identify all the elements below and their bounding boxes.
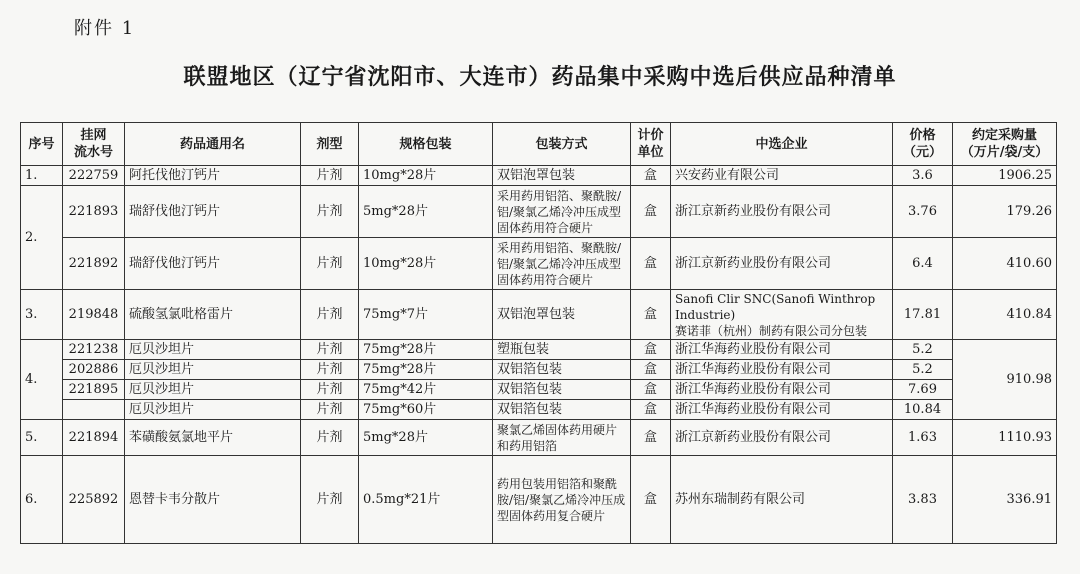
unit-cell: 盒 xyxy=(631,420,671,456)
name-cell: 厄贝沙坦片 xyxy=(125,360,301,380)
company-cell: 浙江华海药业股份有限公司 xyxy=(671,360,893,380)
serial-cell xyxy=(63,400,125,420)
unit-cell: 盒 xyxy=(631,456,671,544)
header-packaging: 包装方式 xyxy=(493,123,631,166)
packaging-cell: 药用包装用铝箔和聚酰胺/铝/聚氯乙烯冷冲压成型固体药用复合硬片 xyxy=(493,456,631,544)
spec-cell: 75mg*60片 xyxy=(359,400,493,420)
price-cell: 6.4 xyxy=(893,238,953,290)
seq-cell: 1. xyxy=(21,166,63,186)
spec-cell: 75mg*28片 xyxy=(359,360,493,380)
packaging-cell: 双铝箔包装 xyxy=(493,380,631,400)
unit-cell: 盒 xyxy=(631,166,671,186)
packaging-cell: 双铝泡罩包装 xyxy=(493,290,631,340)
header-company: 中选企业 xyxy=(671,123,893,166)
price-cell: 3.6 xyxy=(893,166,953,186)
packaging-cell: 双铝箔包装 xyxy=(493,400,631,420)
name-cell: 厄贝沙坦片 xyxy=(125,380,301,400)
header-seq: 序号 xyxy=(21,123,63,166)
page-title: 联盟地区（辽宁省沈阳市、大连市）药品集中采购中选后供应品种清单 xyxy=(183,65,897,90)
name-cell: 苯磺酸氨氯地平片 xyxy=(125,420,301,456)
company-cell: 浙江华海药业股份有限公司 xyxy=(671,340,893,360)
spec-cell: 10mg*28片 xyxy=(359,166,493,186)
unit-cell: 盒 xyxy=(631,400,671,420)
company-cell: Sanofi Clir SNC(Sanofi Winthrop Industrie) 赛诺菲（杭州）制药有限公司分包装 xyxy=(671,290,893,340)
header-serial: 挂网 流水号 xyxy=(63,123,125,166)
form-cell: 片剂 xyxy=(301,238,359,290)
table-row xyxy=(21,340,1057,360)
form-cell: 片剂 xyxy=(301,186,359,238)
spec-cell: 10mg*28片 xyxy=(359,238,493,290)
price-cell: 7.69 xyxy=(893,380,953,400)
serial-cell: 221894 xyxy=(63,420,125,456)
header-unit: 计价 单位 xyxy=(631,123,671,166)
price-cell: 10.84 xyxy=(893,400,953,420)
company-cell: 浙江华海药业股份有限公司 xyxy=(671,380,893,400)
packaging-cell: 聚氯乙烯固体药用硬片和药用铝箔 xyxy=(493,420,631,456)
spec-cell: 5mg*28片 xyxy=(359,420,493,456)
seq-cell: 4. xyxy=(21,340,63,420)
serial-cell: 222759 xyxy=(63,166,125,186)
price-cell: 17.81 xyxy=(893,290,953,340)
seq-cell: 3. xyxy=(21,290,63,340)
unit-cell: 盒 xyxy=(631,290,671,340)
serial-cell: 221893 xyxy=(63,186,125,238)
form-cell: 片剂 xyxy=(301,166,359,186)
unit-cell: 盒 xyxy=(631,238,671,290)
form-cell: 片剂 xyxy=(301,360,359,380)
serial-cell: 221892 xyxy=(63,238,125,290)
table-row xyxy=(21,290,1057,340)
form-cell: 片剂 xyxy=(301,456,359,544)
seq-cell: 6. xyxy=(21,456,63,544)
company-cell: 苏州东瑞制药有限公司 xyxy=(671,456,893,544)
packaging-cell: 采用药用铝箔、聚酰胺/铝/聚氯乙烯冷冲压成型固体药用符合硬片 xyxy=(493,186,631,238)
volume-cell: 1110.93 xyxy=(953,420,1057,456)
header-row xyxy=(21,123,1057,166)
serial-cell: 225892 xyxy=(63,456,125,544)
table-row xyxy=(21,456,1057,544)
volume-cell: 410.60 xyxy=(953,238,1057,290)
company-cell: 浙江京新药业股份有限公司 xyxy=(671,238,893,290)
company-cell: 浙江华海药业股份有限公司 xyxy=(671,400,893,420)
spec-cell: 75mg*7片 xyxy=(359,290,493,340)
price-cell: 1.63 xyxy=(893,420,953,456)
unit-cell: 盒 xyxy=(631,360,671,380)
volume-cell: 1906.25 xyxy=(953,166,1057,186)
form-cell: 片剂 xyxy=(301,340,359,360)
table-row xyxy=(21,360,1057,380)
name-cell: 硫酸氢氯吡格雷片 xyxy=(125,290,301,340)
packaging-cell: 采用药用铝箔、聚酰胺/铝/聚氯乙烯冷冲压成型固体药用符合硬片 xyxy=(493,238,631,290)
spec-cell: 75mg*42片 xyxy=(359,380,493,400)
volume-cell: 336.91 xyxy=(953,456,1057,544)
seq-cell: 5. xyxy=(21,420,63,456)
header-name: 药品通用名 xyxy=(125,123,301,166)
table-row xyxy=(21,166,1057,186)
unit-cell: 盒 xyxy=(631,186,671,238)
name-cell: 恩替卡韦分散片 xyxy=(125,456,301,544)
price-cell: 5.2 xyxy=(893,340,953,360)
form-cell: 片剂 xyxy=(301,400,359,420)
form-cell: 片剂 xyxy=(301,380,359,400)
table-row xyxy=(21,186,1057,238)
unit-cell: 盒 xyxy=(631,340,671,360)
name-cell: 瑞舒伐他汀钙片 xyxy=(125,238,301,290)
price-cell: 3.83 xyxy=(893,456,953,544)
table-row xyxy=(21,400,1057,420)
unit-cell: 盒 xyxy=(631,380,671,400)
name-cell: 瑞舒伐他汀钙片 xyxy=(125,186,301,238)
name-cell: 阿托伐他汀钙片 xyxy=(125,166,301,186)
packaging-cell: 双铝箔包装 xyxy=(493,360,631,380)
serial-cell: 219848 xyxy=(63,290,125,340)
table-row xyxy=(21,380,1057,400)
company-cell: 浙江京新药业股份有限公司 xyxy=(671,186,893,238)
company-cell: 兴安药业有限公司 xyxy=(671,166,893,186)
header-spec: 规格包装 xyxy=(359,123,493,166)
volume-cell: 410.84 xyxy=(953,290,1057,340)
table-row xyxy=(21,238,1057,290)
form-cell: 片剂 xyxy=(301,290,359,340)
header-volume: 约定采购量 （万片/袋/支） xyxy=(953,123,1057,166)
serial-cell: 221895 xyxy=(63,380,125,400)
attachment-label: 附件 1 xyxy=(74,18,136,39)
header-form: 剂型 xyxy=(301,123,359,166)
volume-cell: 910.98 xyxy=(953,340,1057,420)
spec-cell: 75mg*28片 xyxy=(359,340,493,360)
procurement-table xyxy=(20,122,1057,544)
table-row xyxy=(21,420,1057,456)
volume-cell: 179.26 xyxy=(953,186,1057,238)
price-cell: 3.76 xyxy=(893,186,953,238)
price-cell: 5.2 xyxy=(893,360,953,380)
serial-cell: 202886 xyxy=(63,360,125,380)
packaging-cell: 双铝泡罩包装 xyxy=(493,166,631,186)
name-cell: 厄贝沙坦片 xyxy=(125,340,301,360)
spec-cell: 5mg*28片 xyxy=(359,186,493,238)
form-cell: 片剂 xyxy=(301,420,359,456)
seq-cell: 2. xyxy=(21,186,63,290)
packaging-cell: 塑瓶包装 xyxy=(493,340,631,360)
spec-cell: 0.5mg*21片 xyxy=(359,456,493,544)
name-cell: 厄贝沙坦片 xyxy=(125,400,301,420)
header-price: 价格 （元） xyxy=(893,123,953,166)
company-cell: 浙江京新药业股份有限公司 xyxy=(671,420,893,456)
serial-cell: 221238 xyxy=(63,340,125,360)
